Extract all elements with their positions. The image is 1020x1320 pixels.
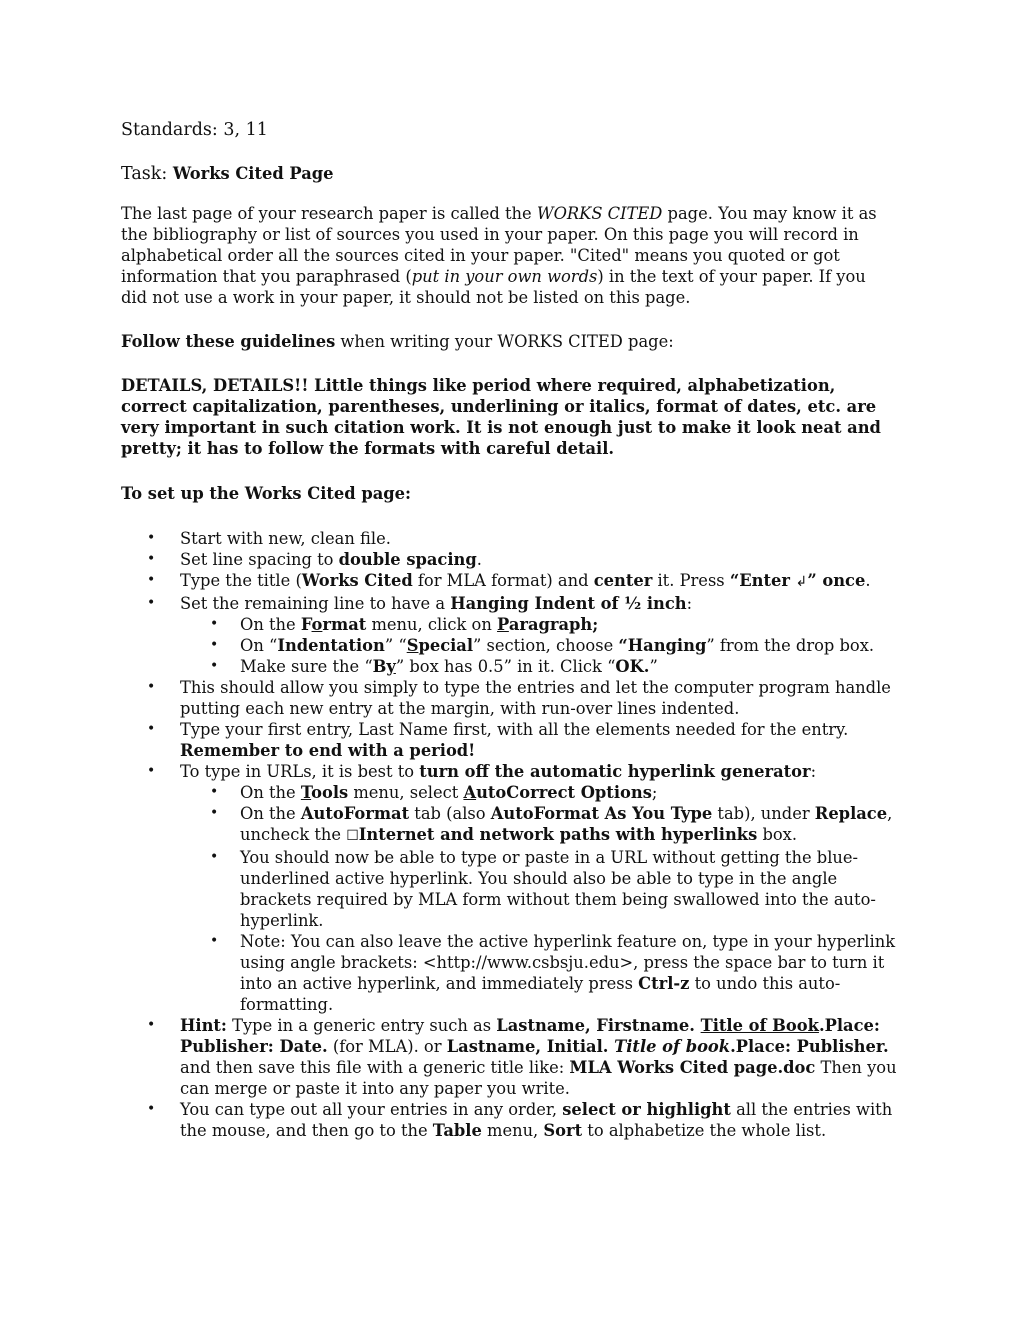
item-text: , uncheck the (240, 804, 893, 844)
item-text: Type in a generic entry such as (226, 1016, 497, 1035)
intro-text: page. You may know it as the bibliography or list of sources you used in your paper. On this page you will record in alphabetical order all the sources cited in your paper. "Cited" means you quoted or got information that you paraphrased ( (121, 204, 877, 286)
item-bold: center (593, 571, 653, 590)
standards-line (121, 118, 911, 142)
item-text: ” “ (384, 636, 407, 655)
list-item (121, 677, 911, 719)
item-text: Set the remaining line to have a (180, 594, 451, 613)
item-text: On “ (240, 636, 278, 655)
sub-list-item (180, 931, 911, 1015)
item-text: for MLA format) and (412, 571, 594, 590)
enter-key-icon: ↲ (795, 574, 808, 590)
item-text: This should allow you simply to type the entries and let the computer program handle putting each new entry at the margin, with run-over lines indented. (180, 678, 891, 718)
list-item (121, 528, 911, 549)
task-title: Works Cited Page (172, 164, 334, 183)
item-text: : (810, 762, 817, 781)
item-bold: Lastname, Firstname. (496, 1016, 701, 1035)
item-bold: .Place: Publisher: Date. (180, 1016, 880, 1056)
standards-value: 3, 11 (223, 120, 268, 140)
item-text: (for MLA). or (327, 1037, 447, 1056)
list-item (121, 1099, 911, 1141)
task-line (121, 162, 911, 186)
item-text: Then you can merge or paste it into any paper you write. (180, 1058, 897, 1098)
item-text: Type your first entry, Last Name first, with all the elements needed for the entry. (180, 720, 849, 739)
instructions-list (121, 528, 911, 1141)
item-bold: .Place: Publisher. (730, 1037, 889, 1056)
item-bold: Lastname, Initial. (446, 1037, 615, 1056)
item-text: : (686, 594, 693, 613)
item-bold: Format (300, 615, 367, 634)
item-bold: Internet and network paths with hyperlinks (358, 825, 758, 844)
follow-rest: when writing your WORKS CITED page: (335, 332, 674, 351)
hint-label: Hint: (180, 1016, 227, 1035)
intro-works-cited: WORKS CITED (536, 204, 663, 223)
task-label: Task: (121, 164, 168, 184)
list-item (121, 549, 911, 570)
item-text: tab (also (409, 804, 491, 823)
sub-list (180, 782, 911, 1015)
item-bold: Hanging Indent of ½ inch (450, 594, 687, 613)
item-bold: Table (432, 1121, 482, 1140)
item-bold: Tools (300, 783, 349, 802)
list-item (121, 1015, 911, 1099)
item-bold: Remember to end with a period! (180, 741, 476, 760)
item-bold: Works Cited (301, 571, 413, 590)
item-text: . (865, 571, 871, 590)
item-text: ” from the drop box. (706, 636, 875, 655)
follow-bold: Follow these guidelines (121, 332, 336, 351)
item-text: . (476, 550, 482, 569)
item-text: To type in URLs, it is best to (180, 762, 420, 781)
item-text: menu, click on (366, 615, 498, 634)
item-text: it. Press (652, 571, 730, 590)
list-item (121, 719, 911, 761)
item-text: Type the title ( (180, 571, 302, 590)
item-bold: MLA Works Cited page.doc (569, 1058, 816, 1077)
intro-own-words: put in your own words (411, 267, 598, 286)
details-paragraph: DETAILS, DETAILS!! Little things like period where required, alphabetization, correct capitalization, parentheses, underlining or italics, format of dates, etc. are very important in such citation work. It is not enough just to make it look neat and pretty; it has to follow the formats with careful detail. (121, 376, 881, 458)
item-text: to undo this auto-formatting. (240, 974, 841, 1014)
item-bold: OK. (615, 657, 650, 676)
item-bold: Paragraph; (497, 615, 599, 634)
item-text: Start with new, clean file. (180, 529, 391, 548)
item-text: box. (757, 825, 798, 844)
item-bold: “Hanging (618, 636, 707, 655)
item-text: and then save this file with a generic title like: (180, 1058, 570, 1077)
item-text: You can type out all your entries in any order, (180, 1100, 563, 1119)
item-bold: ” once (807, 571, 866, 590)
item-bold: Indentation (277, 636, 385, 655)
item-bold: double spacing (338, 550, 477, 569)
item-text: You should now be able to type or paste in a URL without getting the blue-underlined active hyperlink. You should also be able to type in the angle brackets required by MLA form without them being swallowed into the auto-hyperlink. (240, 848, 876, 930)
item-bold: select or highlight (562, 1100, 731, 1119)
document-page (121, 118, 911, 1141)
list-item (121, 761, 911, 1015)
item-text: Set line spacing to (180, 550, 339, 569)
intro-text: ) in the text of your paper. If you did not use a work in your paper, it should not be listed on this page. (121, 267, 866, 307)
follow-guidelines (121, 331, 911, 352)
item-bold-italic: Title of book (614, 1037, 731, 1056)
item-text: ” (649, 657, 658, 676)
checkbox-icon: ☐ (346, 828, 359, 844)
item-text: ” section, choose (473, 636, 619, 655)
sub-list-item (180, 847, 911, 931)
item-bold: By (372, 657, 396, 676)
intro-text: The last page of your research paper is called the (121, 204, 537, 223)
item-bold: AutoCorrect Options (463, 783, 652, 802)
sub-list-item (180, 635, 911, 656)
item-text: Note: You can also leave the active hyperlink feature on, type in your hyperlink using angle brackets: <http://www.csbsju.edu>, press the space bar to turn it into an active hyperlink, and immediately press (240, 932, 896, 993)
item-text: to alphabetize the whole list. (582, 1121, 827, 1140)
list-item (121, 570, 911, 593)
standards-label: Standards: (121, 120, 218, 140)
sub-list-item (180, 803, 911, 847)
item-bold: AutoFormat As You Type (490, 804, 713, 823)
item-bold: turn off the automatic hyperlink generator (419, 762, 811, 781)
item-bold: AutoFormat (300, 804, 410, 823)
sub-list (180, 614, 911, 677)
item-text: On the (240, 804, 301, 823)
item-bold: Ctrl-z (638, 974, 690, 993)
sub-list-item (180, 782, 911, 803)
item-text: all the entries with the mouse, and then go to the (180, 1100, 893, 1140)
item-text: menu, (481, 1121, 544, 1140)
item-text: tab), under (712, 804, 815, 823)
list-item (121, 593, 911, 677)
setup-heading: To set up the Works Cited page: (121, 484, 412, 503)
item-bold: “Enter (729, 571, 796, 590)
item-text: ” box has 0.5” in it. Click “ (395, 657, 616, 676)
item-bold-underlined: Title of Book (700, 1016, 819, 1035)
item-text: Make sure the “ (240, 657, 373, 676)
item-text: On the (240, 615, 301, 634)
item-bold: Replace (814, 804, 888, 823)
item-text: ; (651, 783, 658, 802)
item-text: On the (240, 783, 301, 802)
item-text: menu, select (348, 783, 464, 802)
intro-paragraph (121, 203, 891, 308)
item-bold: Sort (543, 1121, 583, 1140)
item-bold: Special (406, 636, 474, 655)
sub-list-item (180, 614, 911, 635)
sub-list-item (180, 656, 911, 677)
